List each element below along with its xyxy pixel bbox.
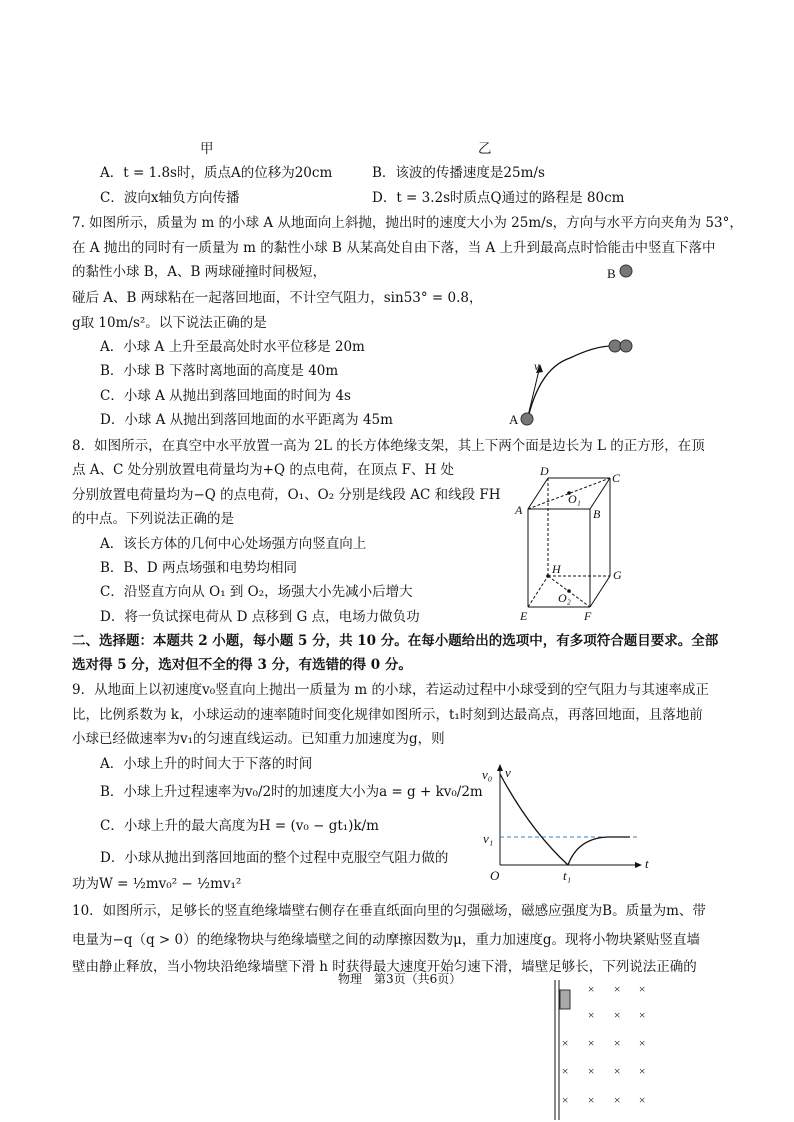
field-x: × bbox=[561, 1036, 570, 1050]
q7-option-b: B．小球 B 下落时离地面的高度是 40m bbox=[100, 363, 339, 379]
q8-stem-3: 分别放置电荷量均为−Q 的点电荷，O₁、O₂ 分别是线段 AC 和线段 FH bbox=[72, 487, 501, 503]
q10-stem-2: 电量为−q（q > 0）的绝缘物块与绝缘墙壁之间的动摩擦因数为μ，重力加速度g。现将小物块紧贴竖直墙 bbox=[72, 932, 700, 948]
ball-a bbox=[521, 413, 533, 425]
field-x: × bbox=[561, 1064, 570, 1078]
velocity-arrow bbox=[528, 366, 540, 416]
q7-trajectory-figure bbox=[500, 258, 640, 428]
field-x: × bbox=[638, 1036, 647, 1050]
trajectory-arc bbox=[528, 346, 612, 418]
ball-b-top bbox=[620, 340, 632, 352]
q9-stem-3: 小球已经做速率为v₁的匀速直线运动。已知重力加速度为g，则 bbox=[72, 731, 445, 747]
q9-option-c: C．小球上升的最大高度为H = (v₀ − gt₁)k/m bbox=[100, 818, 379, 834]
field-x: × bbox=[638, 1064, 647, 1078]
q8-label-o1: O₁ bbox=[568, 492, 581, 506]
label-v1: v₁ bbox=[483, 831, 494, 846]
q10-stem-3: 壁由静止释放，当小物块沿绝缘墙壁下滑 h 时获得最大速度开始匀速下滑，墙壁足够长，下列说法正确的 bbox=[72, 959, 697, 975]
field-x: × bbox=[638, 1008, 647, 1022]
figure-label-yi: 乙 bbox=[478, 141, 492, 157]
q7-option-a: A．小球 A 上升至最高处时水平位移是 20m bbox=[100, 339, 365, 355]
q7-stem-4: 碰后 A、B 两球粘在一起落回地面，不计空气阻力，sin53° = 0.8， bbox=[72, 290, 483, 306]
q7-option-d: D．小球 A 从抛出到落回地面的水平距离为 45m bbox=[100, 412, 393, 428]
q10-magnetic-field-figure bbox=[545, 980, 665, 1120]
field-x: × bbox=[587, 1008, 596, 1022]
label-t1: t₁ bbox=[563, 868, 572, 883]
q8-option-b: B．B、D 两点场强和电势均相同 bbox=[100, 560, 297, 576]
q7-fig-label-a: A bbox=[509, 412, 519, 427]
velocity-curve-down bbox=[568, 837, 630, 865]
q8-option-d: D．将一负试探电荷从 D 点移到 G 点，电场力做负功 bbox=[100, 609, 420, 625]
field-x: × bbox=[613, 1008, 622, 1022]
ball-a-top bbox=[609, 340, 621, 352]
field-x: × bbox=[638, 1093, 647, 1107]
q9-option-a: A．小球上升的时间大于下落的时间 bbox=[100, 756, 313, 772]
q8-label-e: E bbox=[520, 609, 528, 623]
field-x: × bbox=[613, 1064, 622, 1078]
footer-page: 第3页（共6页） bbox=[374, 972, 462, 986]
q9-velocity-graph bbox=[478, 760, 658, 885]
q8-stem-1: 8．如图所示，在真空中水平放置一高为 2L 的长方体绝缘支架，其上下两个面是边长为 L 的正方形，在顶 bbox=[72, 438, 705, 454]
q6-option-b: B．该波的传播速度是25m/s bbox=[372, 165, 545, 181]
field-x: × bbox=[613, 1036, 622, 1050]
q8-stem-4: 的中点。下列说法正确的是 bbox=[72, 511, 234, 527]
q8-label-c: C bbox=[612, 471, 621, 485]
label-t: t bbox=[645, 856, 649, 871]
q8-label-h: H bbox=[552, 562, 561, 576]
field-x: × bbox=[587, 982, 596, 996]
field-x: × bbox=[613, 982, 622, 996]
q8-label-f: F bbox=[584, 609, 592, 623]
footer-subject: 物理 bbox=[338, 972, 363, 986]
figure-label-jia: 甲 bbox=[200, 141, 214, 157]
q9-option-d-line2: 功为W = ½mv₀² − ½mv₁² bbox=[72, 876, 242, 892]
field-x: × bbox=[638, 982, 647, 996]
q7-option-c: C．小球 A 从抛出到落回地面的时间为 4s bbox=[100, 388, 351, 404]
field-x: × bbox=[587, 1036, 596, 1050]
label-v0: v₀ bbox=[482, 767, 493, 782]
ball-b bbox=[620, 265, 632, 277]
q9-option-b: B．小球上升过程速率为v₀/2时的加速度大小为a = g + kv₀/2m bbox=[100, 784, 483, 800]
q8-label-b: B bbox=[593, 507, 601, 521]
q8-stem-2: 点 A、C 处分别放置电荷量均为+Q 的点电荷，在顶点 F、H 处 bbox=[72, 462, 455, 478]
label-o: O bbox=[490, 868, 500, 883]
q8-label-a: A bbox=[515, 503, 523, 517]
q7-stem-1: 7. 如图所示，质量为 m 的小球 A 从地面向上斜抛，抛出时的速度大小为 25m/s，方向与水平方向夹角为 53°， bbox=[72, 215, 743, 231]
field-x: × bbox=[587, 1064, 596, 1078]
q9-stem-1: 9．从地面上以初速度v₀竖直向上抛出一质量为 m 的小球，若运动过程中小球受到的空气阻力与其速率成正 bbox=[72, 682, 710, 698]
q7-stem-3: 的黏性小球 B，A、B 两球碰撞时间极短， bbox=[72, 264, 327, 280]
field-x: × bbox=[613, 1093, 622, 1107]
q7-stem-2: 在 A 抛出的同时有一质量为 m 的黏性小球 B 从某高处自由下落，当 A 上升到最高点时恰能击中竖直下落中 bbox=[72, 240, 716, 256]
block bbox=[560, 990, 570, 1009]
q6-option-a: A．t = 1.8s时，质点A的位移为20cm bbox=[100, 165, 333, 181]
label-v: v bbox=[505, 765, 511, 780]
q8-label-g: G bbox=[613, 568, 622, 582]
q9-option-d-line1: D．小球从抛出到落回地面的整个过程中克服空气阻力做的 bbox=[100, 850, 449, 866]
q8-cuboid-figure bbox=[510, 462, 630, 624]
field-x: × bbox=[561, 1093, 570, 1107]
section-2-heading: 二、选择题：本题共 2 小题，每小题 5 分，共 10 分。在每小题给出的选项中，有多项符合题目要求。全部 bbox=[72, 633, 719, 649]
section-2-instructions: 选对得 5 分，选对但不全的得 3 分，有选错的得 0 分。 bbox=[72, 657, 412, 673]
point-h bbox=[546, 574, 550, 578]
q8-option-a: A．该长方体的几何中心处场强方向竖直向上 bbox=[100, 536, 367, 552]
q8-option-c: C．沿竖直方向从 O₁ 到 O₂，场强大小先减小后增大 bbox=[100, 584, 413, 600]
q6-option-d: D．t = 3.2s时质点Q通过的路程是 80cm bbox=[372, 190, 625, 206]
velocity-curve bbox=[500, 774, 568, 865]
q7-stem-5: g取 10m/s²。以下说法正确的是 bbox=[72, 315, 267, 331]
q8-label-d: D bbox=[540, 464, 549, 478]
q10-stem-1: 10．如图所示，足够长的竖直绝缘墙壁右侧存在垂直纸面向里的匀强磁场，磁感应强度为B。质量为m、带 bbox=[72, 903, 706, 919]
q9-stem-2: 比，比例系数为 k，小球运动的速率随时间变化规律如图所示，t₁时刻到达最高点，再落回地面，且落地前 bbox=[72, 707, 703, 723]
q8-label-o2: O₂ bbox=[558, 591, 571, 605]
q7-fig-label-b: B bbox=[607, 266, 616, 281]
field-x: × bbox=[587, 1093, 596, 1107]
q6-option-c: C．波向x轴负方向传播 bbox=[100, 190, 240, 206]
q7-fig-label-v: v bbox=[534, 359, 540, 373]
